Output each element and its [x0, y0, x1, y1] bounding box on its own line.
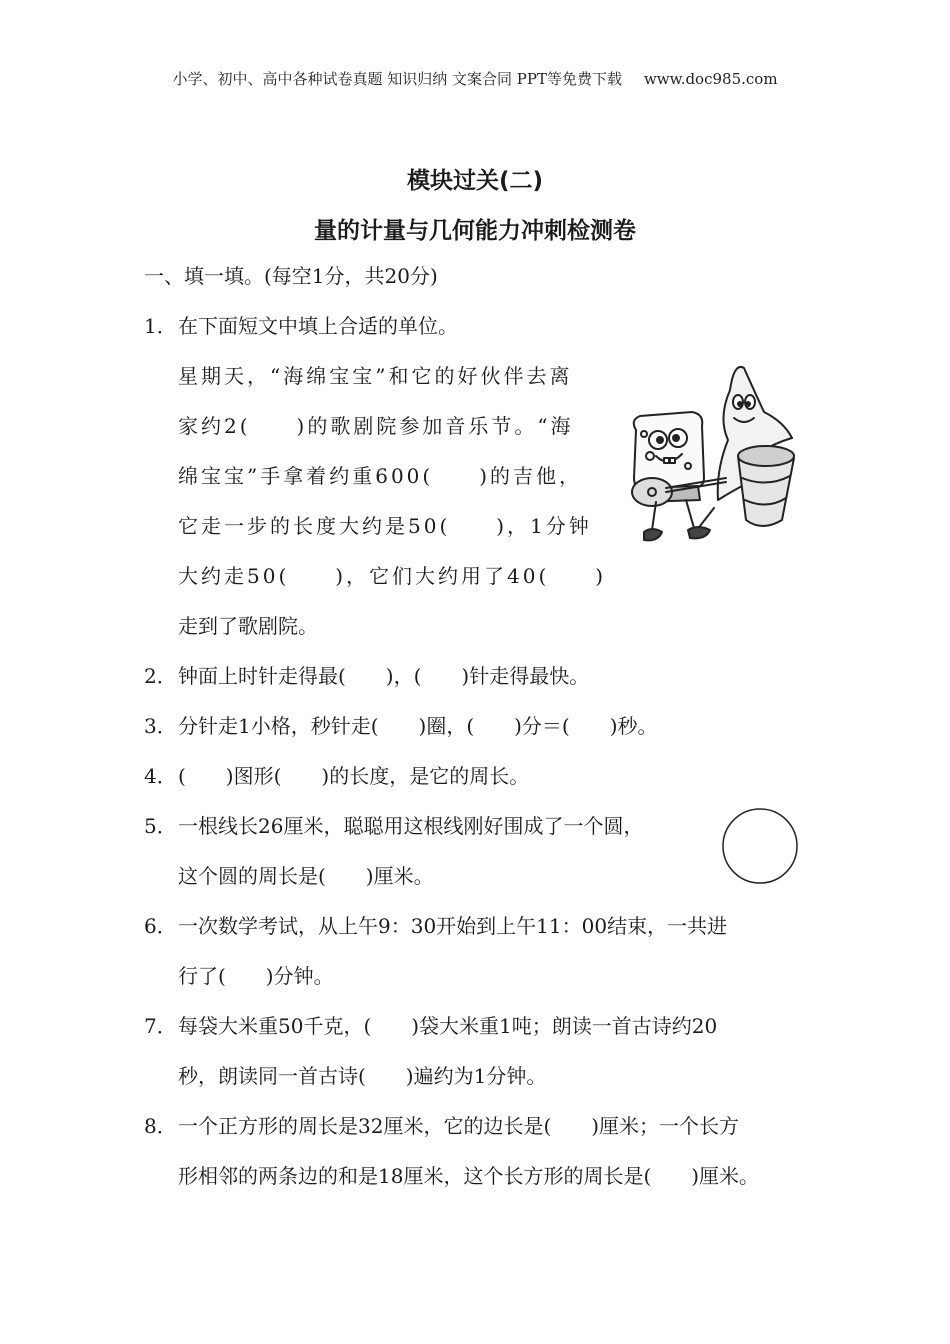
question-1-line: 星期天，“海绵宝宝”和它的好伙伴去离: [178, 364, 573, 388]
question-7: [144, 1012, 717, 1040]
doc-title: 模块过关(二): [406, 168, 544, 194]
doc-subtitle: 量的计量与几何能力冲刺检测卷: [314, 218, 636, 244]
question-4: [144, 762, 529, 790]
question-number: 4．: [144, 764, 177, 788]
question-number: 1．: [144, 314, 177, 338]
question-text: 在下面短文中填上合适的单位。: [178, 314, 458, 338]
question-7-line: 秒，朗读同一首古诗( )遍约为1分钟。: [178, 1064, 547, 1088]
question-text: 钟面上时针走得最( )，( )针走得最快。: [178, 664, 590, 688]
question-6-line: 行了( )分钟。: [178, 964, 334, 988]
question-1-line: 家约2( )的歌剧院参加音乐节。“海: [178, 414, 574, 438]
question-5: [144, 812, 643, 840]
question-number: 8．: [144, 1114, 177, 1138]
question-8-line: 形相邻的两条边的和是18厘米，这个长方形的周长是( )厘米。: [178, 1164, 760, 1188]
section-heading: 一、填一填。(每空1分，共20分): [144, 264, 438, 288]
question-1-line: 走到了歌剧院。: [178, 614, 318, 638]
question-2: [144, 662, 589, 690]
question-1-line: 它走一步的长度大约是50( )，1分钟: [178, 514, 592, 538]
cartoon-illustration: [622, 360, 814, 550]
question-6: [144, 912, 727, 940]
question-number: 6．: [144, 914, 177, 938]
question-text: 一个正方形的周长是32厘米，它的边长是( )厘米；一个长方: [178, 1114, 740, 1138]
question-text: 分针走1小格，秒针走( )圈，( )分＝( )秒。: [178, 714, 658, 738]
question-1-line: 大约走50( )，它们大约用了40( ): [178, 564, 607, 588]
header-text: 小学、初中、高中各种试卷真题 知识归纳 文案合同 PPT等免费下载: [172, 70, 622, 88]
question-text: ( )图形( )的长度，是它的周长。: [178, 764, 530, 788]
circle-figure: [720, 806, 800, 886]
question-number: 3．: [144, 714, 177, 738]
question-5-line: 这个圆的周长是( )厘米。: [178, 864, 434, 888]
question-number: 2．: [144, 664, 177, 688]
question-text: 一次数学考试，从上午9：30开始到上午11：00结束，一共进: [178, 914, 728, 938]
page-header: [0, 68, 950, 89]
question-3: [144, 712, 658, 740]
question-8: [144, 1112, 739, 1140]
question-number: 7．: [144, 1014, 177, 1038]
question-text: 一根线长26厘米，聪聪用这根线刚好围成了一个圆，: [178, 814, 644, 838]
question-text: 每袋大米重50千克，( )袋大米重1吨；朗读一首古诗约20: [178, 1014, 718, 1038]
header-site: www.doc985.com: [643, 70, 778, 88]
question-1-line: 绵宝宝”手拿着约重600( )的吉他，: [178, 464, 583, 488]
question-number: 5．: [144, 814, 177, 838]
question-1: [144, 312, 458, 340]
